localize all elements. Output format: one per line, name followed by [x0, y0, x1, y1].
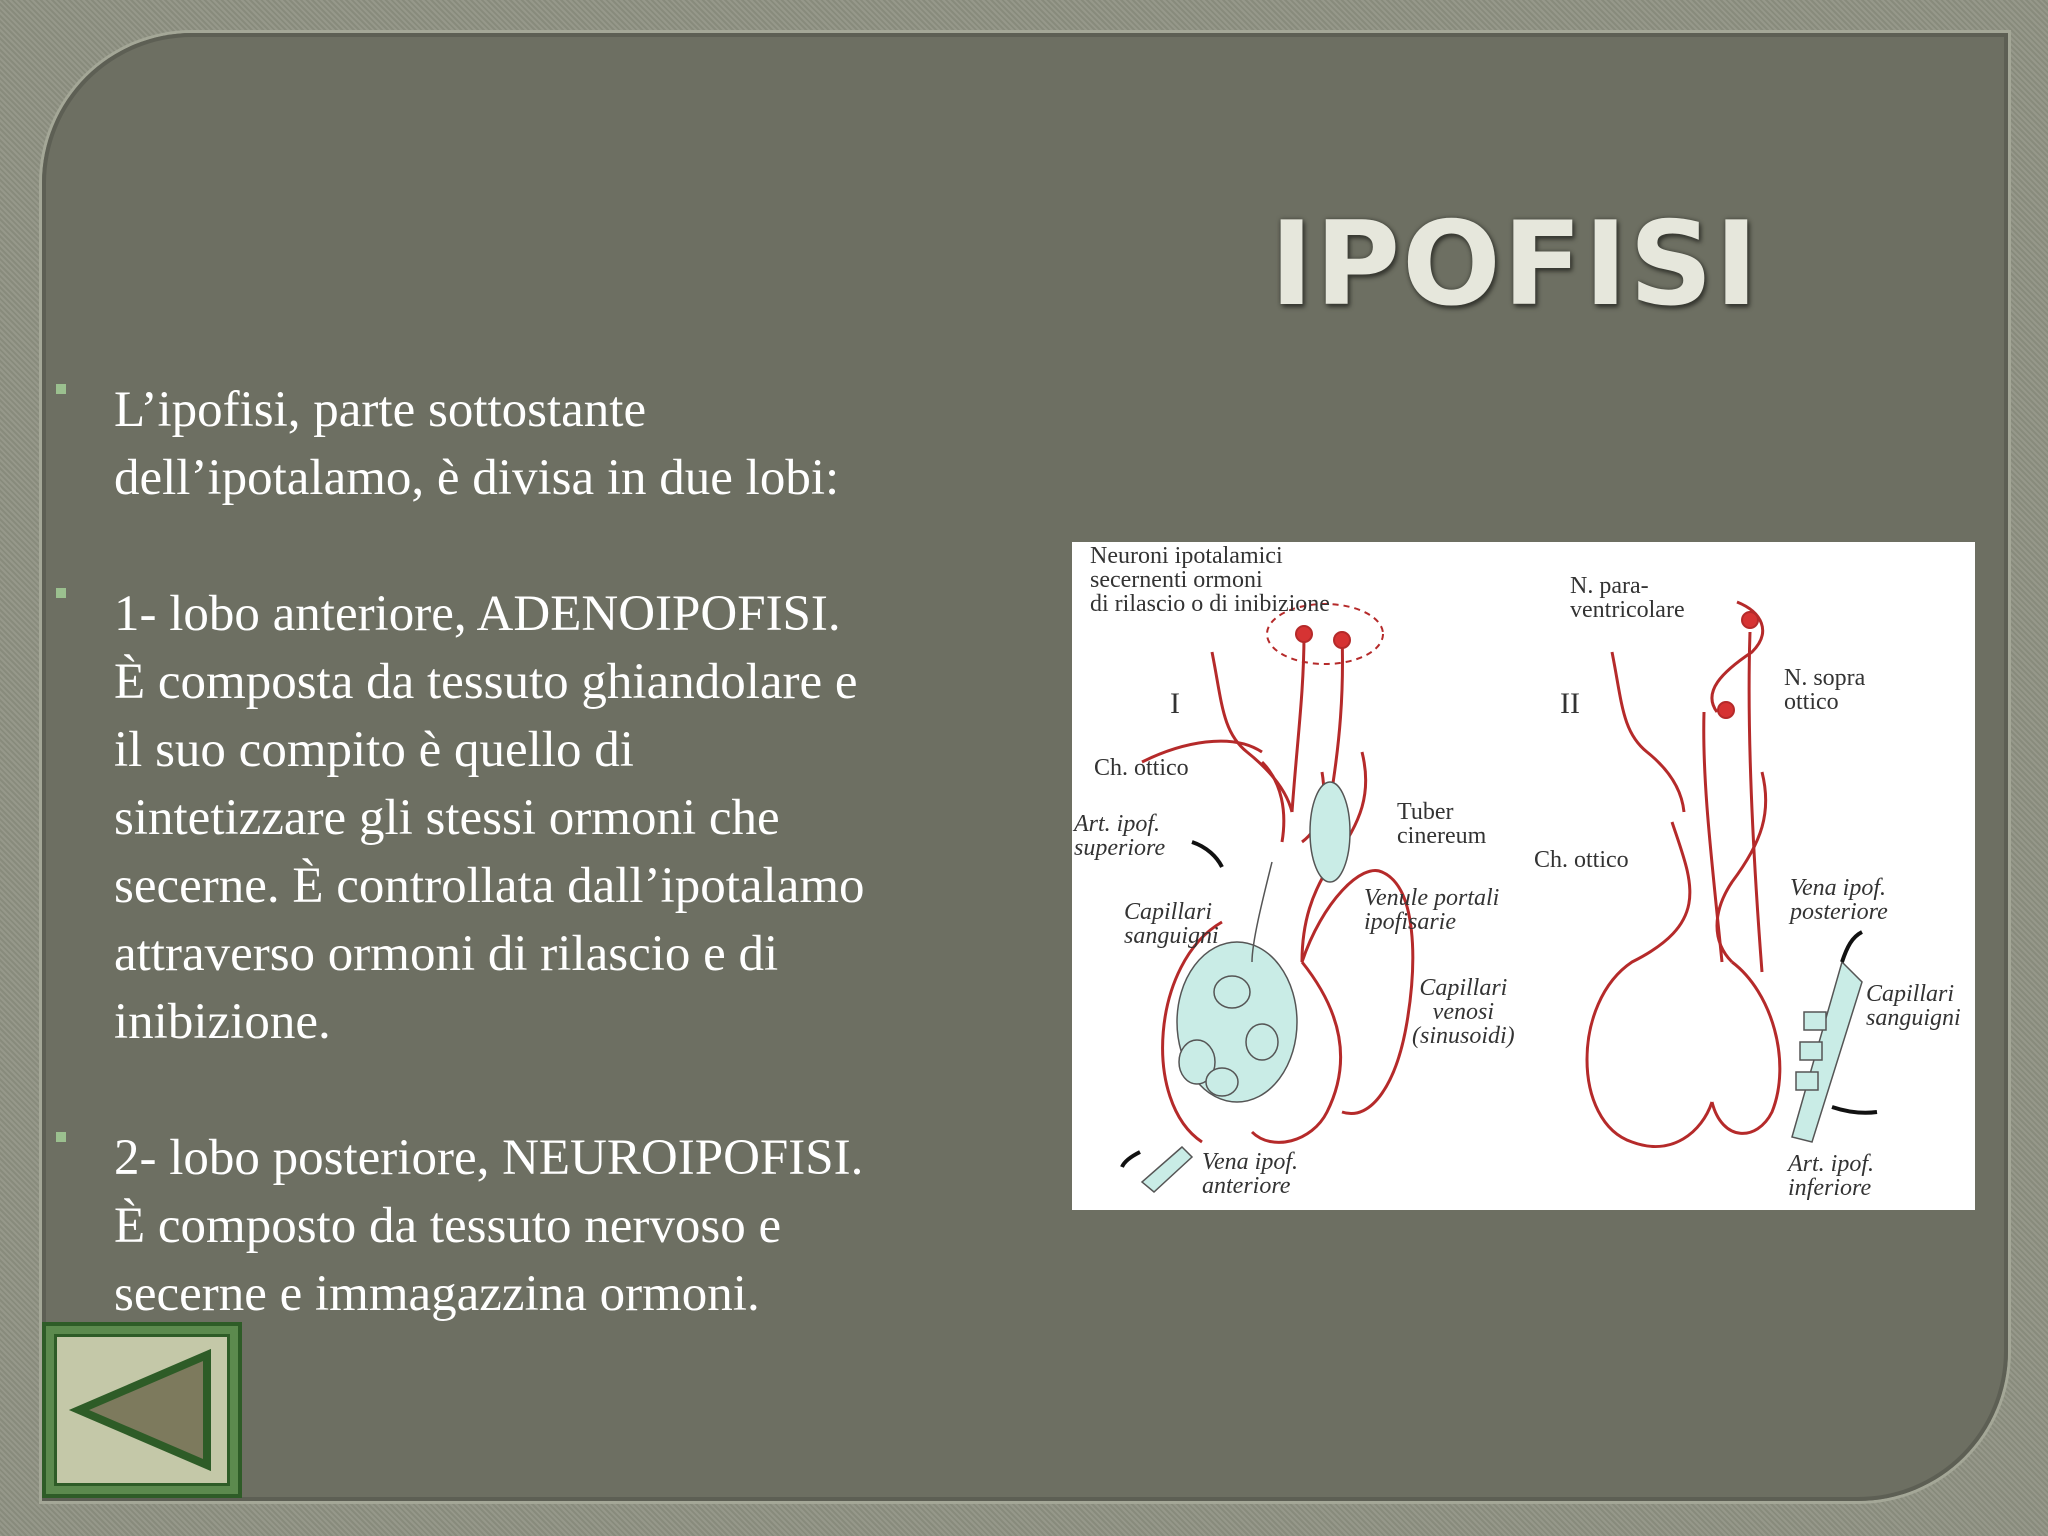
label-tuber-cinereum: Tuber cinereum: [1397, 799, 1487, 849]
back-button-face[interactable]: [54, 1334, 230, 1486]
bullet-marker: [56, 384, 66, 394]
triangle-left-icon: [57, 1337, 227, 1483]
label-ch-ottico-2: Ch. ottico: [1534, 847, 1629, 873]
bullet-line: 2- lobo posteriore, NEUROIPOFISI.: [114, 1130, 864, 1186]
label-ch-ottico-1: Ch. ottico: [1094, 755, 1189, 781]
label-art-ipof-inferiore: Art. ipof. inferiore: [1788, 1151, 1875, 1201]
label-n-sopraottico: N. sopra ottico: [1784, 665, 1866, 715]
bullet-line: secerne. È controllata dall’ipotalamo: [114, 858, 865, 914]
label-capillari-sanguigni-2: Capillari sanguigni: [1866, 981, 1961, 1031]
bullet-line: secerne e immagazzina ormoni.: [114, 1266, 760, 1322]
bullet-line: È composto da tessuto nervoso e: [114, 1198, 782, 1254]
label-neuroni: Neuroni ipotalamici secernenti ormoni di rilascio o di inibizione: [1090, 543, 1330, 617]
label-roman-1: I: [1170, 687, 1180, 720]
back-button[interactable]: [42, 1322, 242, 1498]
label-vena-ipof-anteriore: Vena ipof. anteriore: [1202, 1149, 1298, 1199]
label-capillari-venosi: Capillari venosi (sinusoidi): [1412, 975, 1515, 1049]
bullet-adenoipofisi: [48, 580, 1008, 1056]
bullet-line: È composta da tessuto ghiandolare e: [114, 654, 858, 710]
bullet-line: L’ipofisi, parte sottostante: [114, 382, 647, 438]
pituitary-diagram: [1072, 542, 1975, 1210]
label-capillari-sanguigni-1: Capillari sanguigni: [1124, 899, 1219, 949]
label-roman-2: II: [1560, 687, 1580, 720]
bullet-line: inibizione.: [114, 994, 331, 1050]
bullet-line: 1- lobo anteriore, ADENOIPOFISI.: [114, 586, 841, 642]
bullet-neuroipofisi: [48, 1124, 1008, 1328]
bullet-line: attraverso ormoni di rilascio e di: [114, 926, 779, 982]
label-vena-ipof-posteriore: Vena ipof. posteriore: [1790, 875, 1888, 925]
slide-title: IPOFISI: [1270, 197, 1760, 332]
bullet-list: [48, 376, 1008, 1396]
bullet-line: il suo compito è quello di: [114, 722, 634, 778]
bullet-marker: [56, 1132, 66, 1142]
label-art-ipof-superiore: Art. ipof. superiore: [1074, 811, 1166, 861]
bullet-line: sintetizzare gli stessi ormoni che: [114, 790, 780, 846]
bullet-marker: [56, 588, 66, 598]
label-n-paraventricolare: N. para- ventricolare: [1570, 573, 1685, 623]
label-venule-portali: Venule portali ipofisarie: [1364, 885, 1500, 935]
bullet-intro: [48, 376, 1008, 512]
bullet-line: dell’ipotalamo, è divisa in due lobi:: [114, 450, 840, 506]
